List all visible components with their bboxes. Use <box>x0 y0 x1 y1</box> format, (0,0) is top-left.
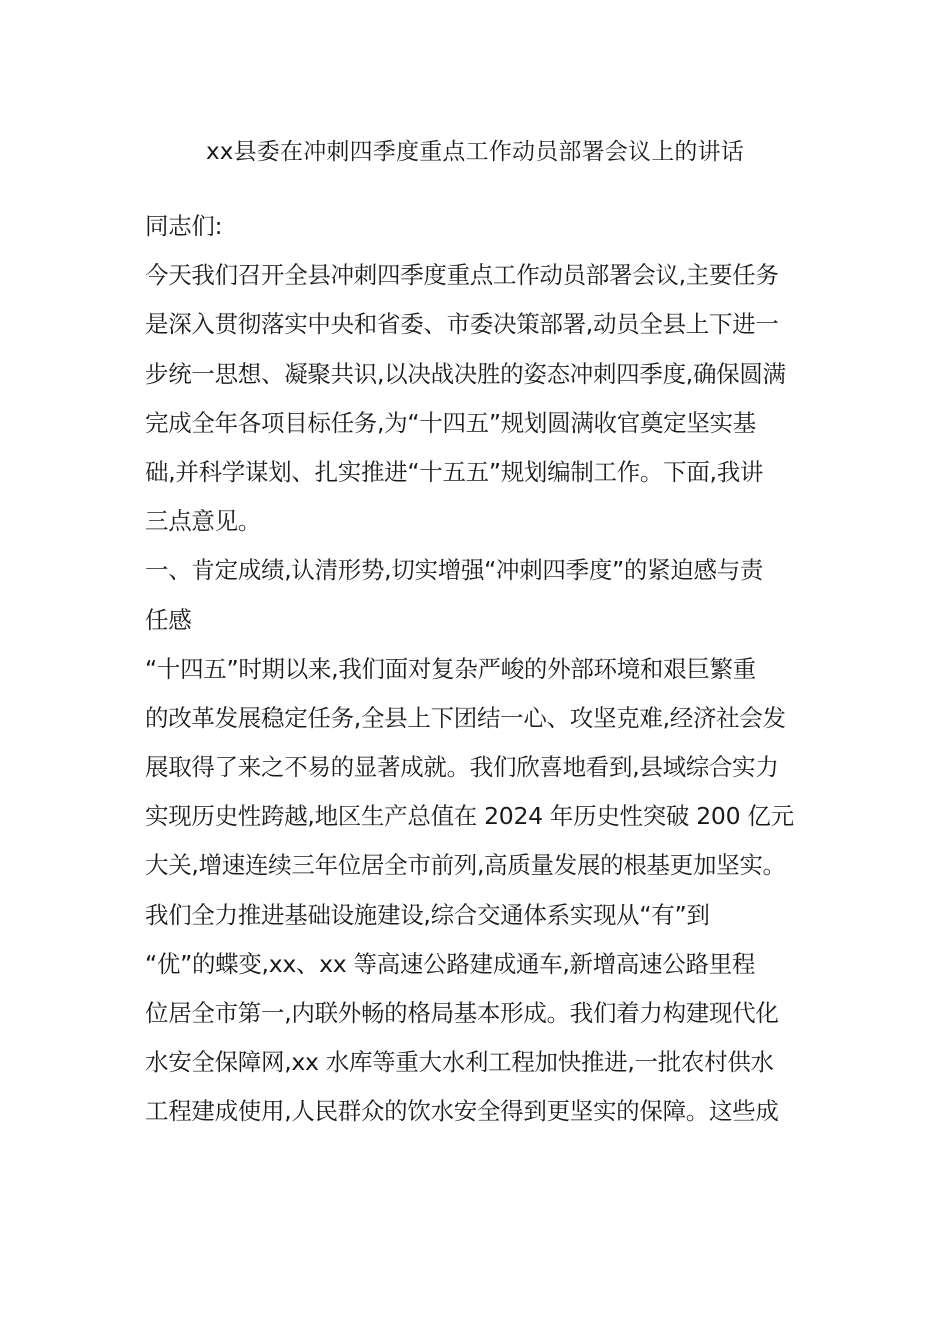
paragraph-line: 的改革发展稳定任务,全县上下团结一心、攻坚克难,经济社会发 <box>145 703 786 732</box>
paragraph-line: 础,并科学谋划、扎实推进“十五五”规划编制工作。下面,我讲 <box>145 457 764 486</box>
paragraph-line: 实现历史性跨越,地区生产总值在 2024 年历史性突破 200 亿元 <box>145 802 794 831</box>
paragraph-line: 完成全年各项目标任务,为“十四五”规划圆满收官奠定坚实基 <box>145 408 756 437</box>
paragraph-line: 三点意见。 <box>145 507 261 536</box>
paragraph-line: 水安全保障网,xx 水库等重大水利工程加快推进,一批农村供水 <box>145 1048 774 1077</box>
paragraph-line: 展取得了来之不易的显著成就。我们欣喜地看到,县域综合实力 <box>145 753 779 782</box>
section-heading-line: 一、肯定成绩,认清形势,切实增强“冲刺四季度”的紧迫感与责 <box>145 556 764 585</box>
paragraph-line: 今天我们召开全县冲刺四季度重点工作动员部署会议,主要任务 <box>145 261 779 290</box>
paragraph-line: 步统一思想、凝聚共识,以决战决胜的姿态冲刺四季度,确保圆满 <box>145 359 786 388</box>
paragraph-line: 工程建成使用,人民群众的饮水安全得到更坚实的保障。这些成 <box>145 1097 779 1126</box>
section-heading-line: 任感 <box>145 605 192 634</box>
document-body <box>145 202 810 1137</box>
document-title: xx县委在冲刺四季度重点工作动员部署会议上的讲话 <box>205 139 745 165</box>
paragraph-line: 是深入贯彻落实中央和省委、市委决策部署,动员全县上下进一 <box>145 310 779 339</box>
paragraph-line: 我们全力推进基础设施建设,综合交通体系实现从“有”到 <box>145 900 710 929</box>
salutation-line: 同志们: <box>145 212 223 240</box>
paragraph-line: “十四五”时期以来,我们面对复杂严峻的外部环境和艰巨繁重 <box>145 654 756 683</box>
paragraph-line: 位居全市第一,内联外畅的格局基本形成。我们着力构建现代化 <box>145 999 779 1027</box>
paragraph-line: 大关,增速连续三年位居全市前列,高质量发展的根基更加坚实。 <box>145 851 786 880</box>
paragraph-line: “优”的蝶变,xx、xx 等高速公路建成通车,新增高速公路里程 <box>145 949 756 978</box>
